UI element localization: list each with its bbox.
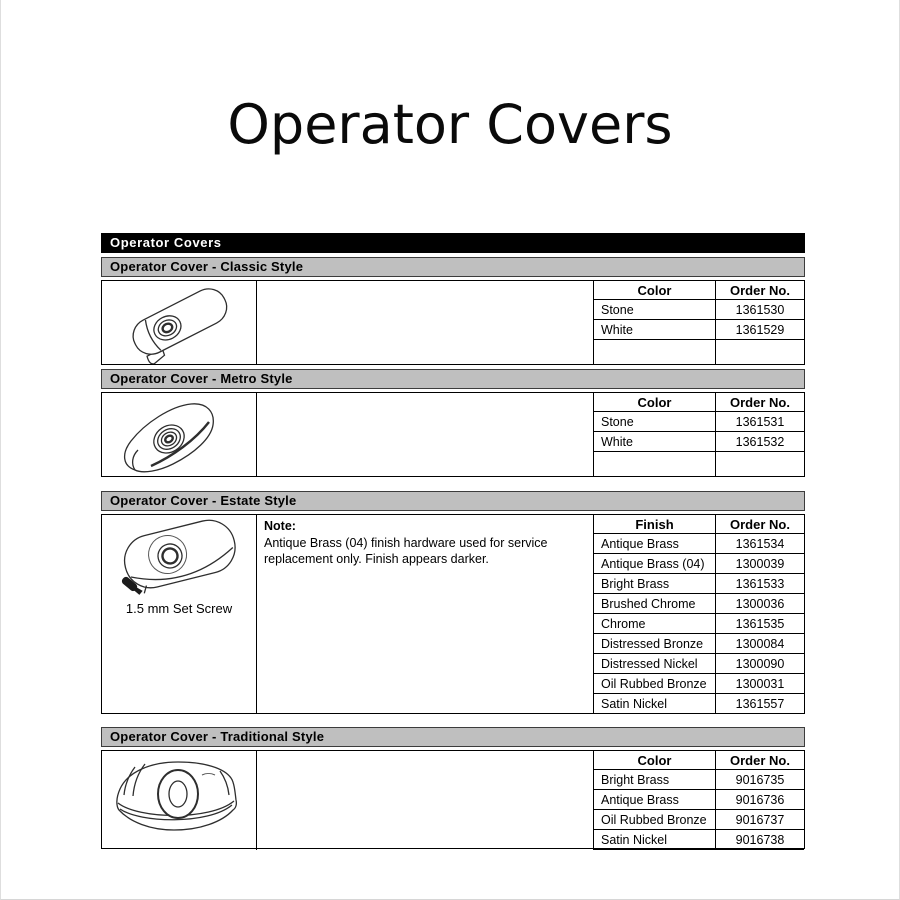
order-no-cell: 1300031 <box>716 674 804 694</box>
column-header-order-no: Order No. <box>716 281 804 300</box>
order-no-cell: 9016736 <box>716 790 804 810</box>
set-screw-caption: 1.5 mm Set Screw <box>125 601 233 616</box>
finish-cell: Distressed Nickel <box>594 654 716 674</box>
order-no-cell: 1300084 <box>716 634 804 654</box>
traditional-cover-illustration <box>102 751 257 850</box>
color-cell: Antique Brass <box>594 790 716 810</box>
table-filler <box>716 340 804 364</box>
color-cell: Stone <box>594 412 716 432</box>
metro-cover-icon <box>109 393 249 476</box>
estate-cover-illustration <box>102 515 257 714</box>
order-no-cell: 1361535 <box>716 614 804 634</box>
column-header-color: Color <box>594 393 716 412</box>
finish-cell: Brushed Chrome <box>594 594 716 614</box>
column-header-finish: Finish <box>594 515 716 534</box>
metro-description-cell <box>257 393 594 476</box>
order-no-cell: 1300039 <box>716 554 804 574</box>
finish-cell: Distressed Bronze <box>594 634 716 654</box>
color-cell: White <box>594 320 716 340</box>
column-header-order-no: Order No. <box>716 515 804 534</box>
color-cell: Oil Rubbed Bronze <box>594 810 716 830</box>
traditional-order-table <box>594 751 804 850</box>
metro-cover-illustration <box>102 393 257 476</box>
section-header-traditional: Operator Cover - Traditional Style <box>101 727 805 747</box>
note-body: Antique Brass (04) finish hardware used for service replacement only. Finish appears darker. <box>264 535 548 566</box>
classic-description-cell <box>257 281 594 364</box>
table-filler <box>594 340 716 364</box>
estate-note <box>257 515 594 714</box>
note-title: Note: <box>264 519 296 533</box>
order-no-cell: 1361533 <box>716 574 804 594</box>
table-filler <box>716 452 804 476</box>
column-header-order-no: Order No. <box>716 393 804 412</box>
section-row-classic <box>101 280 805 365</box>
classic-cover-icon <box>112 281 247 364</box>
color-cell: Bright Brass <box>594 770 716 790</box>
section-row-estate <box>101 514 805 714</box>
finish-cell: Oil Rubbed Bronze <box>594 674 716 694</box>
order-no-cell: 9016737 <box>716 810 804 830</box>
traditional-cover-icon <box>104 751 254 846</box>
finish-cell: Chrome <box>594 614 716 634</box>
section-header-metro: Operator Cover - Metro Style <box>101 369 805 389</box>
order-no-cell: 1300036 <box>716 594 804 614</box>
finish-cell: Antique Brass <box>594 534 716 554</box>
table-filler <box>594 452 716 476</box>
catalog-table <box>101 233 805 849</box>
classic-order-table <box>594 281 804 364</box>
finish-cell: Bright Brass <box>594 574 716 594</box>
page-title: Operator Covers <box>227 93 673 156</box>
color-cell: Stone <box>594 300 716 320</box>
order-no-cell: 1361530 <box>716 300 804 320</box>
section-row-metro <box>101 392 805 477</box>
column-header-order-no: Order No. <box>716 751 804 770</box>
color-cell: White <box>594 432 716 452</box>
traditional-description-cell <box>257 751 594 850</box>
estate-cover-icon <box>104 515 254 599</box>
order-no-cell: 9016735 <box>716 770 804 790</box>
order-no-cell: 1361532 <box>716 432 804 452</box>
order-no-cell: 1361534 <box>716 534 804 554</box>
finish-cell: Antique Brass (04) <box>594 554 716 574</box>
order-no-cell: 1361531 <box>716 412 804 432</box>
finish-cell: Satin Nickel <box>594 694 716 714</box>
metro-order-table <box>594 393 804 476</box>
color-cell: Satin Nickel <box>594 830 716 850</box>
classic-cover-illustration <box>102 281 257 364</box>
order-no-cell: 1300090 <box>716 654 804 674</box>
column-header-color: Color <box>594 751 716 770</box>
order-no-cell: 9016738 <box>716 830 804 850</box>
section-header-estate: Operator Cover - Estate Style <box>101 491 805 511</box>
section-header-classic: Operator Cover - Classic Style <box>101 257 805 277</box>
column-header-color: Color <box>594 281 716 300</box>
section-row-traditional <box>101 750 805 849</box>
order-no-cell: 1361557 <box>716 694 804 714</box>
order-no-cell: 1361529 <box>716 320 804 340</box>
table-banner: Operator Covers <box>101 233 805 253</box>
estate-order-table <box>594 515 804 714</box>
